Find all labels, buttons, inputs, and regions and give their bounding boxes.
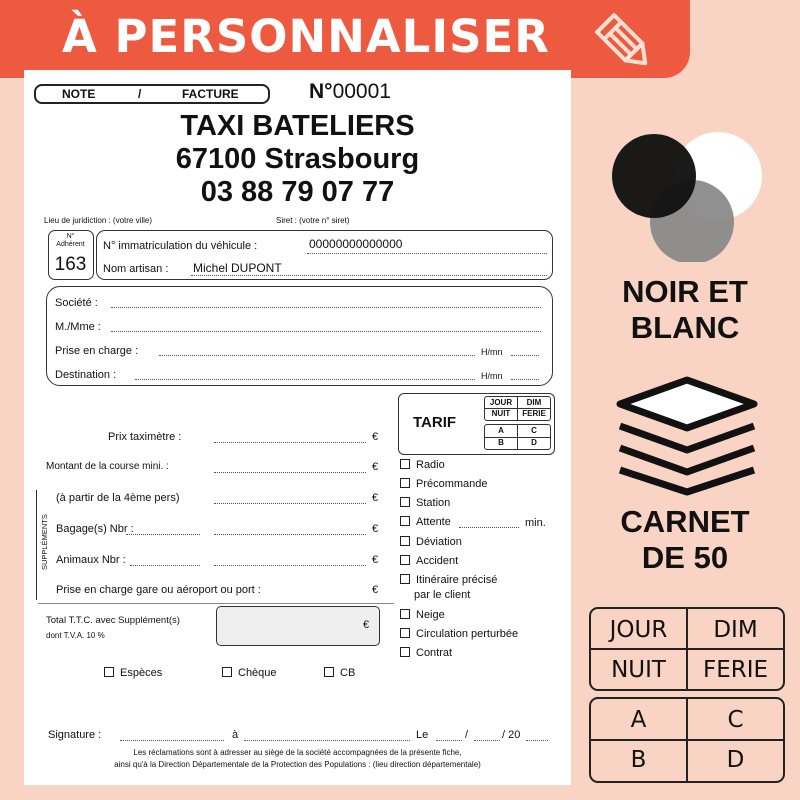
total-label: Total T.T.C. avec Supplément(s) (46, 615, 180, 626)
slash: / (138, 87, 142, 101)
adherent-box: N° Adhérent 163 (48, 230, 94, 280)
option-deviation[interactable]: Déviation (400, 536, 462, 548)
option-precommande[interactable]: Précommande (400, 478, 488, 490)
payment-cheque[interactable]: Chèque (222, 667, 277, 679)
adherent-number: 163 (54, 254, 87, 275)
stack-icon (612, 372, 762, 497)
option-neige[interactable]: Neige (400, 609, 445, 621)
total-field[interactable]: € (216, 606, 380, 646)
supplements-label: SUPPLÉMENTS (40, 514, 49, 570)
banner-title: À PERSONNALISER (62, 10, 550, 63)
client-box: Société : M./Mme : Prise en charge : H/mn Destination : H/mn (46, 286, 553, 386)
facture-label: FACTURE (182, 87, 239, 101)
artisan-value: Michel DUPONT (193, 261, 282, 275)
siret: Siret : (votre n° siret) (276, 216, 350, 225)
vehicle-box: N° immatriculation du véhicule : 00000000000000 Nom artisan : Michel DUPONT (96, 230, 553, 280)
company-city: 67100 Strasbourg (175, 143, 420, 175)
tarif-legend: JOUR DIM NUIT FERIE A C B D (589, 607, 785, 789)
option-attente[interactable]: Attente (400, 516, 451, 528)
invoice-number: N°00001 (309, 80, 391, 103)
tva-label: dont T.V.A. 10 % (46, 631, 105, 640)
carnet-label-1: CARNET (620, 504, 750, 539)
tarif-label: TARIF (413, 414, 457, 431)
tarif-box: TARIF JOUR DIM NUIT FERIE A C B D (398, 393, 555, 455)
note-facture-pill (34, 84, 270, 104)
company-phone: 03 88 79 07 77 (200, 176, 395, 208)
immat-value: 00000000000000 (309, 237, 403, 251)
carnet-label-2: DE 50 (641, 540, 729, 575)
jurisdiction: Lieu de juridiction : (votre ville) (44, 216, 153, 225)
note-label: NOTE (62, 87, 96, 101)
footer-line-1: Les réclamations sont à adresser au siège de la société accompagnées de la présente fiche, (133, 748, 462, 757)
color-label-2: BLANC (630, 310, 740, 345)
color-label-1: NOIR ET (622, 274, 748, 309)
option-accident[interactable]: Accident (400, 555, 458, 567)
option-contrat[interactable]: Contrat (400, 647, 452, 659)
invoice-sheet: NOTE / FACTURE N°00001 TAXI BATELIERS 67100 Strasbourg 03 88 79 07 77 Lieu de juridiction : (votre ville) Siret : (votre n° siret) N° Adhérent 163 N° immatriculation du véhicule : 00000000000000 Nom artisan : Michel DUPONT Société : M./Mme : Prise en charge : H/mn Destination : H/mn TARIF JOUR DIM NUIT FERIE A C B D Prix taximètre : € Montant de la course mini. : € SUPPLÉMENTS (à partir de la 4ème pers) € Bagage(s) Nbr : € Animaux Nbr : € Prise en charge gare ou aéroport ou port : € Radio Précommande Station Attente min. Déviation Accident Itinéraire précisé par le client Neige Circulation perturbée Contrat Total T.T.C. avec Supplément(s) dont T.V.A. 10 % € Espèces Chèque CB Signature : à Le / / 20 Les réclamations sont à adresser au siège de la société accompagnées de la présente fiche, ainsi qu'à la Direction Départementale de la Protection des Populations : (lieu direction départementale) (24, 70, 571, 785)
circles-icon (606, 132, 766, 262)
payment-especes[interactable]: Espèces (104, 667, 162, 679)
banner (0, 0, 690, 78)
footer-line-2: ainsi qu'à la Direction Départementale de la Protection des Populations : (lieu direction départementale) (114, 760, 481, 769)
pencil-icon (592, 10, 656, 74)
option-station[interactable]: Station (400, 497, 450, 509)
payment-cb[interactable]: CB (324, 667, 355, 679)
option-circulation[interactable]: Circulation perturbée (400, 628, 518, 640)
company-name: TAXI BATELIERS (180, 110, 415, 142)
option-radio[interactable]: Radio (400, 459, 445, 471)
option-itineraire[interactable]: Itinéraire précisé (400, 574, 497, 586)
